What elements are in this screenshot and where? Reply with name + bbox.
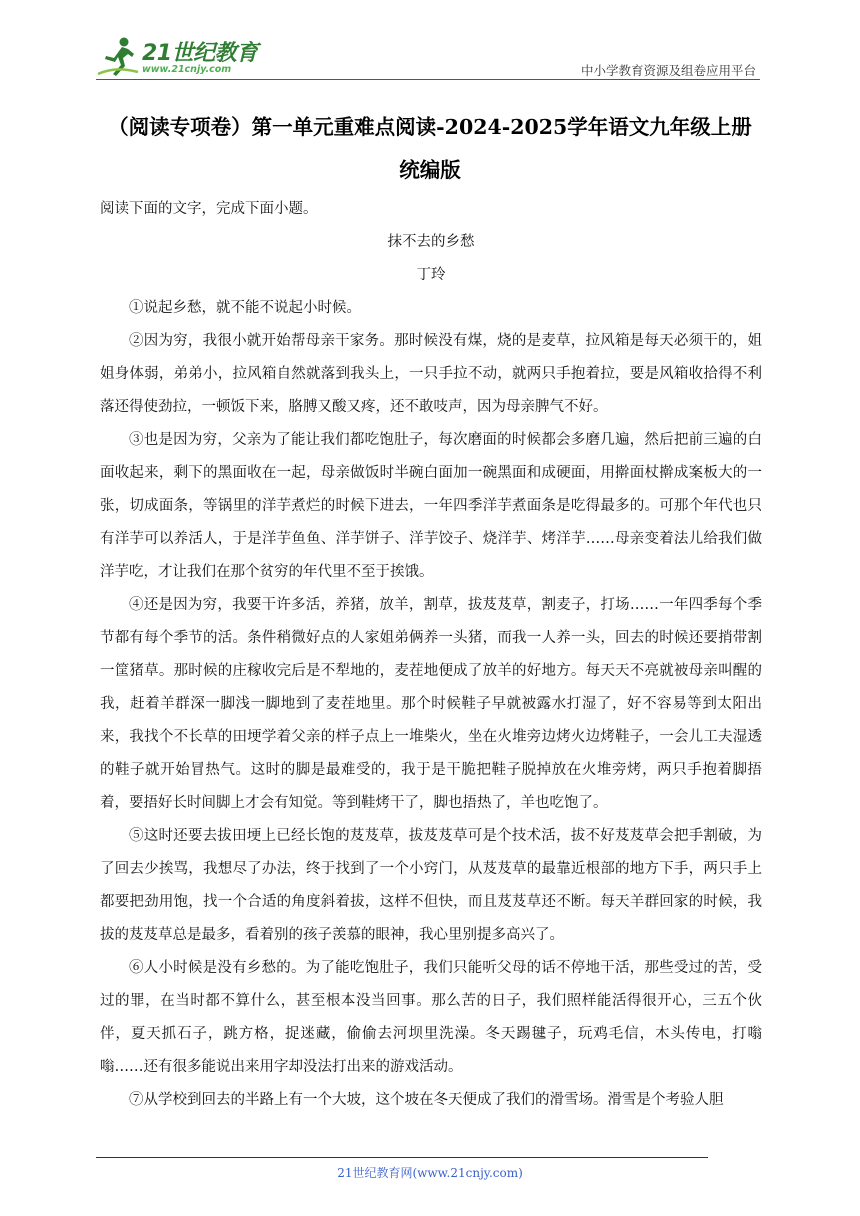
article-author: 丁玲 — [416, 267, 446, 283]
logo-text: 21世纪教育 — [142, 41, 258, 66]
article-body — [100, 292, 762, 1117]
running-figure-icon — [96, 36, 140, 80]
article-title: 抹不去的乡愁 — [387, 234, 475, 250]
paragraph: ②因为穷，我很小就开始帮母亲干家务。那时候没有煤，烧的是麦草，拉风箱是每天必须干的，姐姐身体弱，弟弟小，拉风箱自然就落到我头上，一只手拉不动，就两只手抱着拉，要是风箱收拾得不利落还得使劲拉，一顿饭下来，胳膊又酸又疼，还不敢吱声，因为母亲脾气不好。 — [100, 333, 762, 415]
instructions: 阅读下面的文字，完成下面小题。 — [100, 201, 318, 217]
logo-url: www.21cnjy.com — [142, 64, 232, 75]
paragraph: ④还是因为穷，我要干许多活，养猪，放羊，割草，拔芨芨草，割麦子，打场……一年四季每个季节都有每个季节的活。条件稍微好点的人家姐弟俩养一头猪，而我一人养一头，回去的时候还要捎带割一筐猪草。那时候的庄稼收完后是不犁地的，麦茬地便成了放羊的好地方。每天天不亮就被母亲叫醒的我，赶着羊群深一脚浅一脚地到了麦茬地里。那个时候鞋子早就被露水打湿了，好不容易等到太阳出来，我找个不长草的田埂学着父亲的样子点上一堆柴火，坐在火堆旁边烤火边烤鞋子，一会儿工夫湿透的鞋子就开始冒热气。这时的脚是最难受的，我于是干脆把鞋子脱掉放在火堆旁烤，两只手抱着脚捂着，要捂好长时间脚上才会有知觉。等到鞋烤干了，脚也捂热了，羊也吃饱了。 — [100, 597, 762, 811]
platform-name: 中小学教育资源及组卷应用平台 — [580, 63, 756, 78]
paragraph: ⑥人小时候是没有乡愁的。为了能吃饱肚子，我们只能听父母的话不停地干活，那些受过的苦，受过的罪，在当时都不算什么，甚至根本没当回事。那么苦的日子，我们照样能活得很开心，三五个伙伴，夏天抓石子，跳方格，捉迷藏，偷偷去河坝里洗澡。冬天踢毽子，玩鸡毛信，木头传电，打嗡嗡……还有很多能说出来用字却没法打出来的游戏活动。 — [100, 960, 762, 1075]
paragraph: ③也是因为穷，父亲为了能让我们都吃饱肚子，每次磨面的时候都会多磨几遍，然后把前三遍的白面收起来，剩下的黑面收在一起，母亲做饭时半碗白面加一碗黑面和成硬面，用擀面杖擀成案板大的一张，切成面条，等锅里的洋芋煮烂的时候下进去，一年四季洋芋煮面条是吃得最多的。可那个年代也只有洋芋可以养活人，于是洋芋鱼鱼、洋芋饼子、洋芋饺子、烧洋芋、烤洋芋……母亲变着法儿给我们做洋芋吃，才让我们在那个贫穷的年代里不至于挨饿。 — [100, 432, 762, 580]
paragraph: ⑦从学校到回去的半路上有一个大坡，这个坡在冬天便成了我们的滑雪场。滑雪是个考验人胆 — [129, 1092, 724, 1108]
footer-divider — [96, 1157, 708, 1158]
footer-link[interactable]: 21世纪教育网(www.21cnjy.com) — [337, 1166, 523, 1180]
header-divider — [96, 79, 760, 80]
paragraph: ⑤这时还要去拔田埂上已经长饱的芨芨草，拔芨芨草可是个技术活，拔不好芨芨草会把手割破，为了回去少挨骂，我想尽了办法，终于找到了一个小窍门，从芨芨草的最靠近根部的地方下手，两只手上都要把劲用饱，找一个合适的角度斜着拔，这样不但快，而且芨芨草还不断。每天羊群回家的时候，我拔的芨芨草总是最多，看着别的孩子羡慕的眼神，我心里别提多高兴了。 — [100, 828, 762, 943]
site-logo — [96, 34, 266, 80]
document-title-line2: 统编版 — [399, 158, 461, 182]
paragraph: ①说起乡愁，就不能不说起小时候。 — [129, 300, 361, 316]
document-title: （阅读专项卷）第一单元重难点阅读-2024-2025学年语文九年级上册 — [108, 115, 752, 139]
